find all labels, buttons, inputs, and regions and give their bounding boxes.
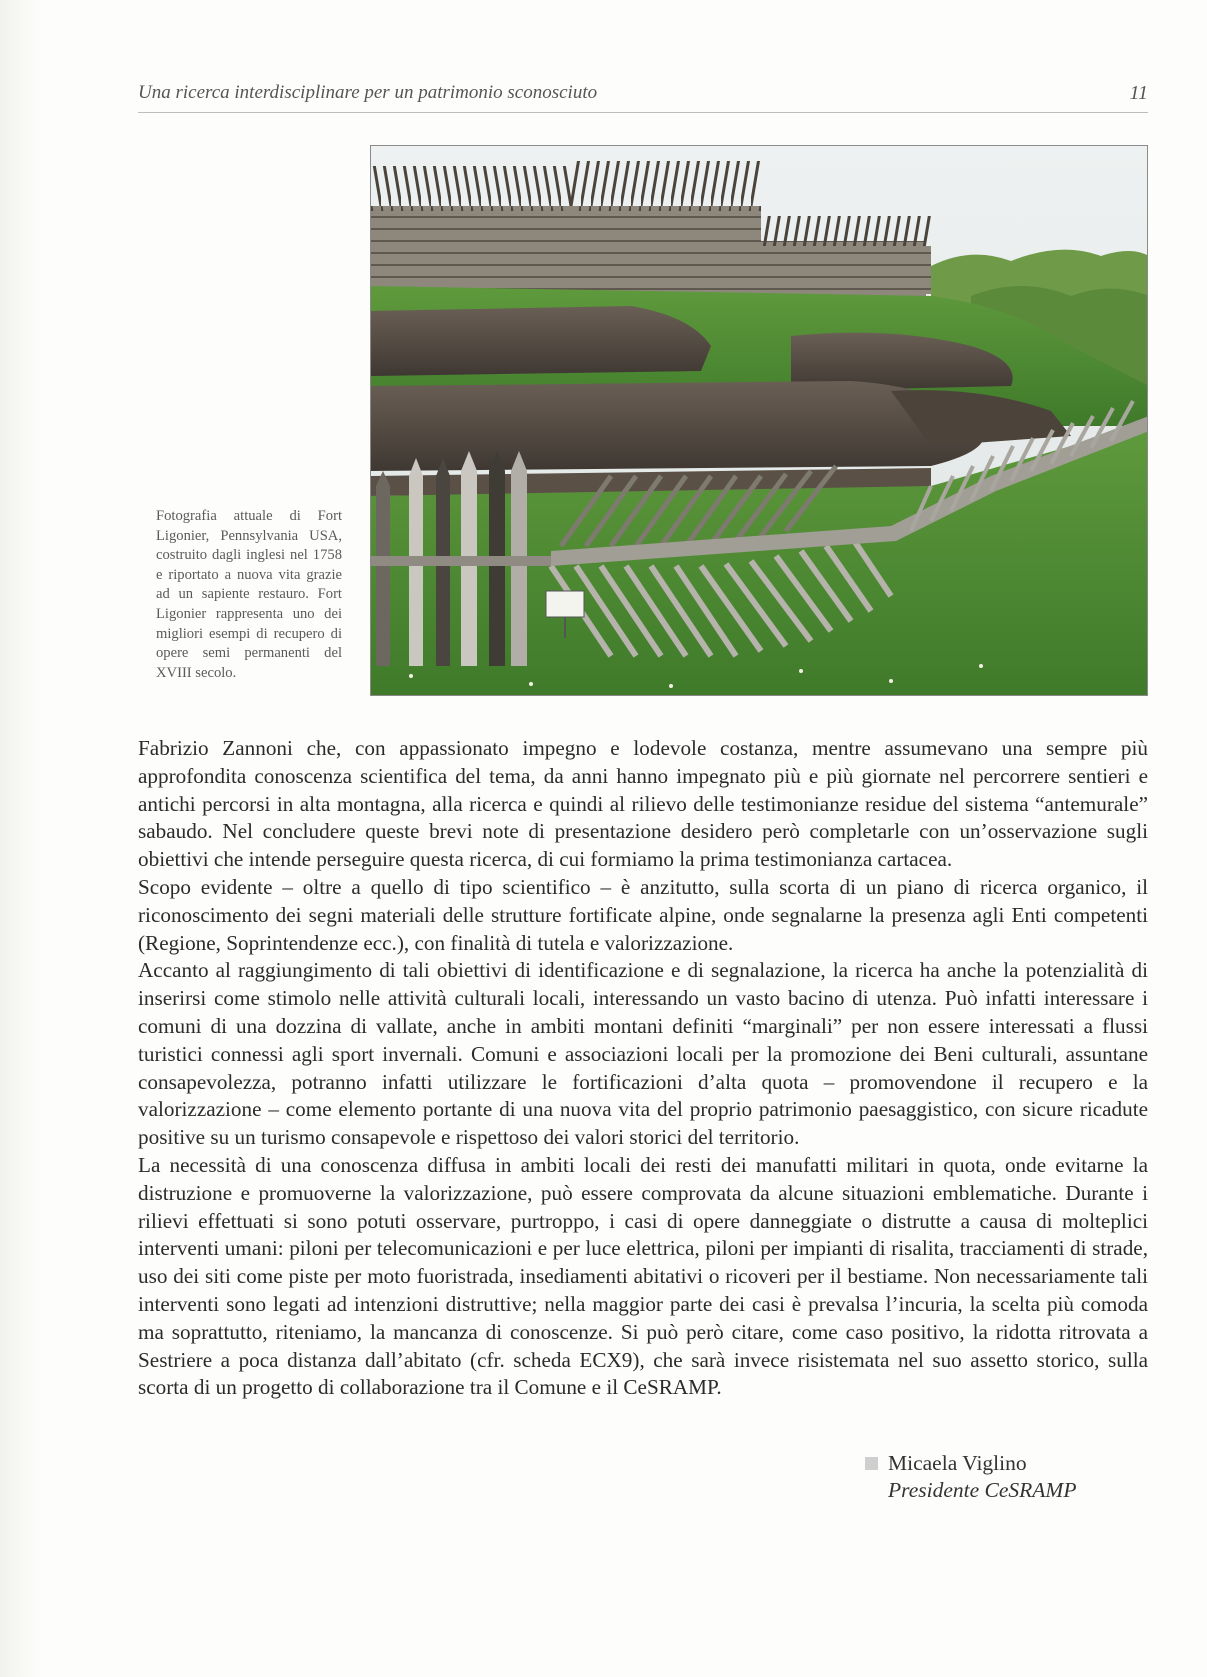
- figure-caption: Fotografia attuale di Fort Ligonier, Pennsylvania USA, costruito dagli inglesi nel 1758 e riportato a nuova vita grazie ad un sapiente restauro. Fort Ligonier rappresenta uno dei migliori esempi di recupero di opere semi permanenti del XVIII secolo.: [156, 508, 342, 681]
- paragraph-1: Fabrizio Zannoni che, con appassionato impegno e lodevole costanza, mentre assumevano una sempre più approfondita conoscenza scientifica del tema, da anni hanno impegnato più e più giornate nel percorrere sentieri e antichi percorsi in alta montagna, alla ricerca e quindi al rilievo delle testimonianze residue del sistema “antemurale” sabaudo. Nel concludere queste brevi note di presentazione desidero però completarle con un’osservazione sugli obiettivi che intende perseguire questa ricerca, di cui formiamo la prima testimonianza cartacea.: [138, 736, 1148, 872]
- body-text: [138, 735, 1148, 1402]
- rock-ledge-upper: [371, 306, 711, 376]
- fort-spikes-left: [371, 166, 571, 211]
- sign: [546, 591, 584, 617]
- photo-illustration: [371, 146, 1148, 696]
- page-edge-shadow: [0, 0, 40, 1677]
- page-number: 11: [1129, 82, 1148, 104]
- rock-ledge-middle: [371, 381, 984, 471]
- signature-name: Micaela Viglino: [888, 1451, 1027, 1475]
- signature-block: [865, 1450, 1076, 1504]
- paragraph-3: Accanto al raggiungimento di tali obiettivi di identificazione e di segnalazione, la ricerca ha anche la potenzialità di inserirsi come stimolo nelle attività culturali locali, interessando un vasto bacino di utenza. Può infatti interessare i comuni di una dozzina di vallate, anche in ambiti montani definiti “marginali” per non essere interessati a flussi turistici connessi agli sport invernali. Comuni e associazioni locali per la promozione dei Beni culturali, assuntane consapevolezza, potranno infatti utilizzare le fortificazioni d’alta quota – promovendone il recupero e la valorizzazione – come elemento portante di una nuova vita del proprio patrimonio paesaggistico, con sicure ricadute positive su un turismo consapevole e rispettoso dei valori storici del territorio.: [138, 958, 1148, 1150]
- fort-spikes-right: [761, 216, 931, 246]
- running-header: [138, 82, 1148, 113]
- paragraph-4: La necessità di una conoscenza diffusa in ambiti locali dei resti dei manufatti militari in quota, onde evitarne la distruzione e promuoverne la valorizzazione, può essere comprovata da alcune situazioni emblematiche. Durante i rilievi effettuati si sono potuti osservare, purtroppo, i casi di opere danneggiate o distrutte a causa di molteplici interventi umani: piloni per telecomunicazioni e per luce elettrica, piloni per impianti di risalita, tracciamenti di strade, uso dei siti come piste per moto fuoristrada, insediamenti abitativi o ricoveri per il bestiame. Non necessariamente tali interventi sono legati ad intenzioni distruttive; nella maggior parte dei casi è prevalsa l’incuria, la scelta più comoda ma soprattutto, riteniamo, la mancanza di conoscenze. Si può però citare, come caso positivo, la ridotta ritrovata a Sestriere a poca distanza dall’abitato (cfr. scheda ECX9), che sarà invece risistemata nel suo assetto storico, sulla scorta di un progetto di collaborazione tra il Comune e il CeSRAMP.: [138, 1152, 1148, 1400]
- signature-role: Presidente CeSRAMP: [888, 1478, 1077, 1502]
- fort-ligonier-photo: [370, 145, 1148, 696]
- signature-bullet-icon: [865, 1457, 878, 1470]
- fort-spikes-center: [571, 161, 761, 211]
- running-title: Una ricerca interdisciplinare per un patrimonio sconosciuto: [138, 82, 598, 103]
- paragraph-2: Scopo evidente – oltre a quello di tipo scientifico – è anzitutto, sulla scorta di un piano di ricerca organico, il riconoscimento dei segni materiali delle strutture fortificate alpine, onde segnalarne la presenza agli Enti competenti (Regione, Soprintendenze ecc.), con finalità di tutela e valorizzazione.: [138, 874, 1148, 955]
